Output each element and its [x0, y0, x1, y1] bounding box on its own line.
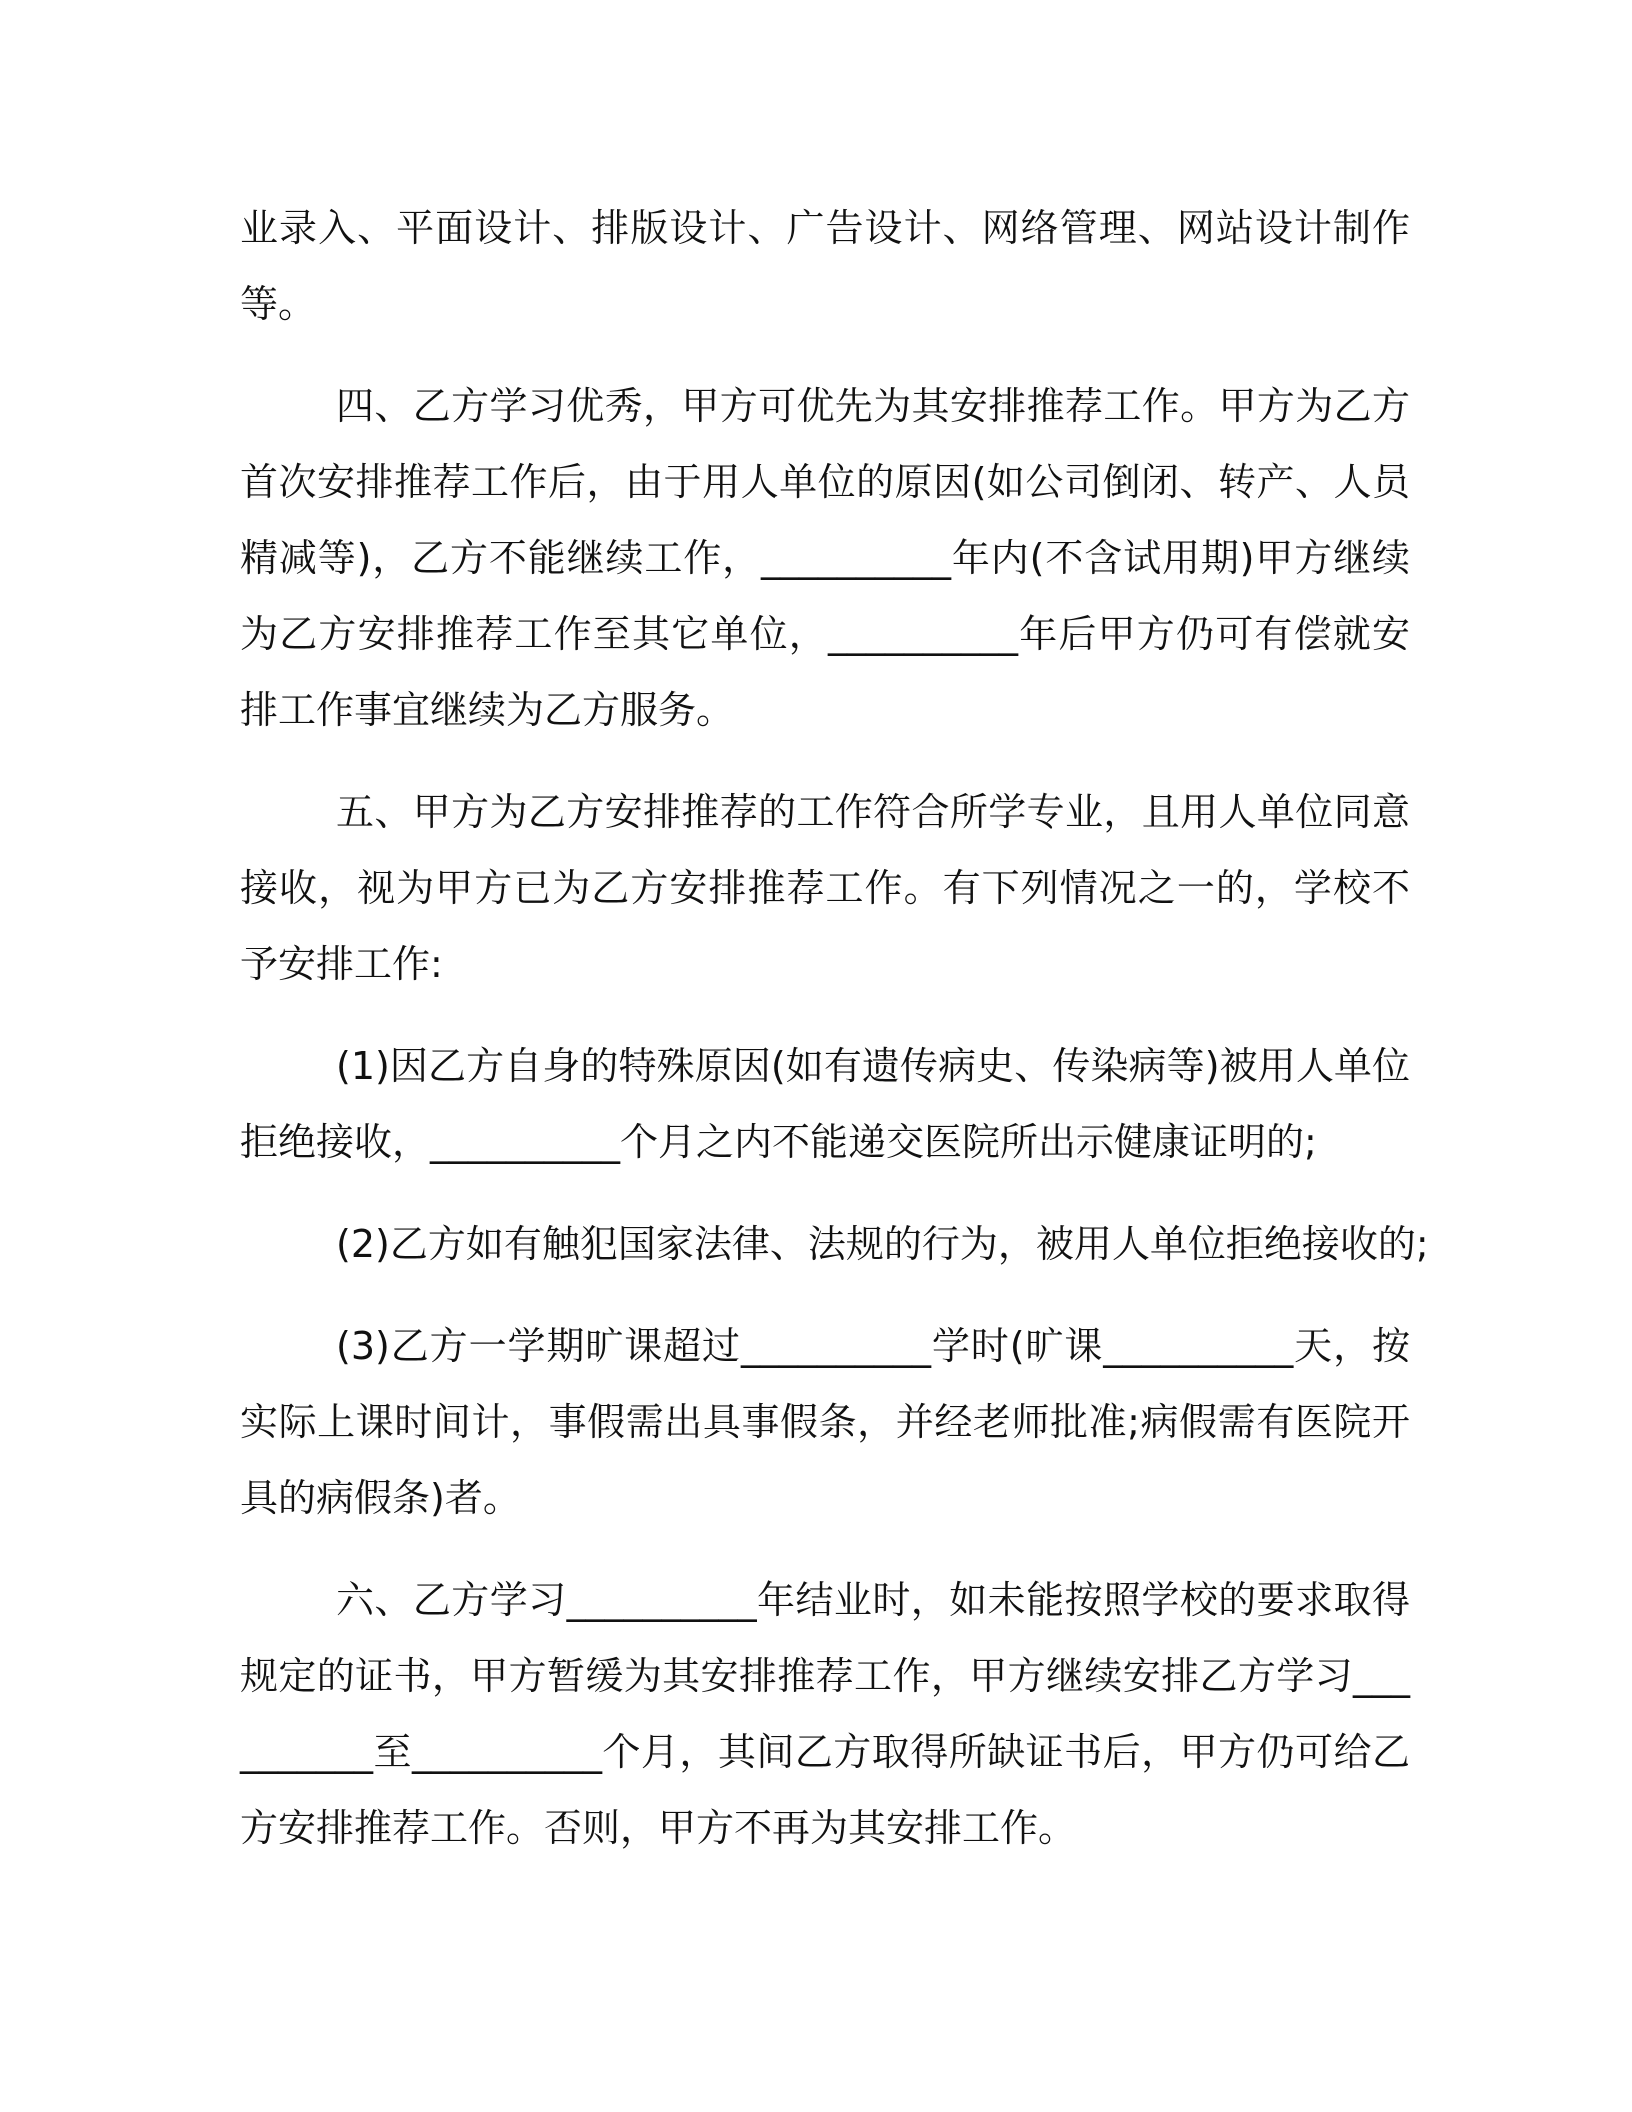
document-body [240, 190, 1429, 1892]
paragraph-article-4: 四、乙方学习优秀，甲方可优先为其安排推荐工作。甲方为乙方首次安排推荐工作后，由于用人单位的原因(如公司倒闭、转产、人员精减等)，乙方不能继续工作，__________年内(不含试用期)甲方继续为乙方安排推荐工作至其它单位，__________年后甲方仍可有偿就安排工作事宜继续为乙方服务。 [240, 384, 1410, 732]
paragraph-article-5: 五、甲方为乙方安排推荐的工作符合所学专业，且用人单位同意接收，视为甲方已为乙方安排推荐工作。有下列情况之一的，学校不予安排工作: [240, 790, 1410, 986]
paragraph-article-6: 六、乙方学习__________年结业时，如未能按照学校的要求取得规定的证书，甲方暂缓为其安排推荐工作，甲方继续安排乙方学习__________至__________个月，其间乙方取得所缺证书后，甲方仍可给乙方安排推荐工作。否则，甲方不再为其安排工作。 [240, 1578, 1410, 1850]
paragraph-item-1: (1)因乙方自身的特殊原因(如有遗传病史、传染病等)被用人单位拒绝接收，__________个月之内不能递交医院所出示健康证明的; [240, 1044, 1410, 1164]
paragraph-item-2: (2)乙方如有触犯国家法律、法规的行为，被用人单位拒绝接收的; [336, 1222, 1429, 1266]
paragraph-item-3: (3)乙方一学期旷课超过__________学时(旷课__________天，按实际上课时间计，事假需出具事假条，并经老师批准;病假需有医院开具的病假条)者。 [240, 1324, 1410, 1520]
paragraph-continuation: 业录入、平面设计、排版设计、广告设计、网络管理、网站设计制作等。 [240, 206, 1410, 326]
